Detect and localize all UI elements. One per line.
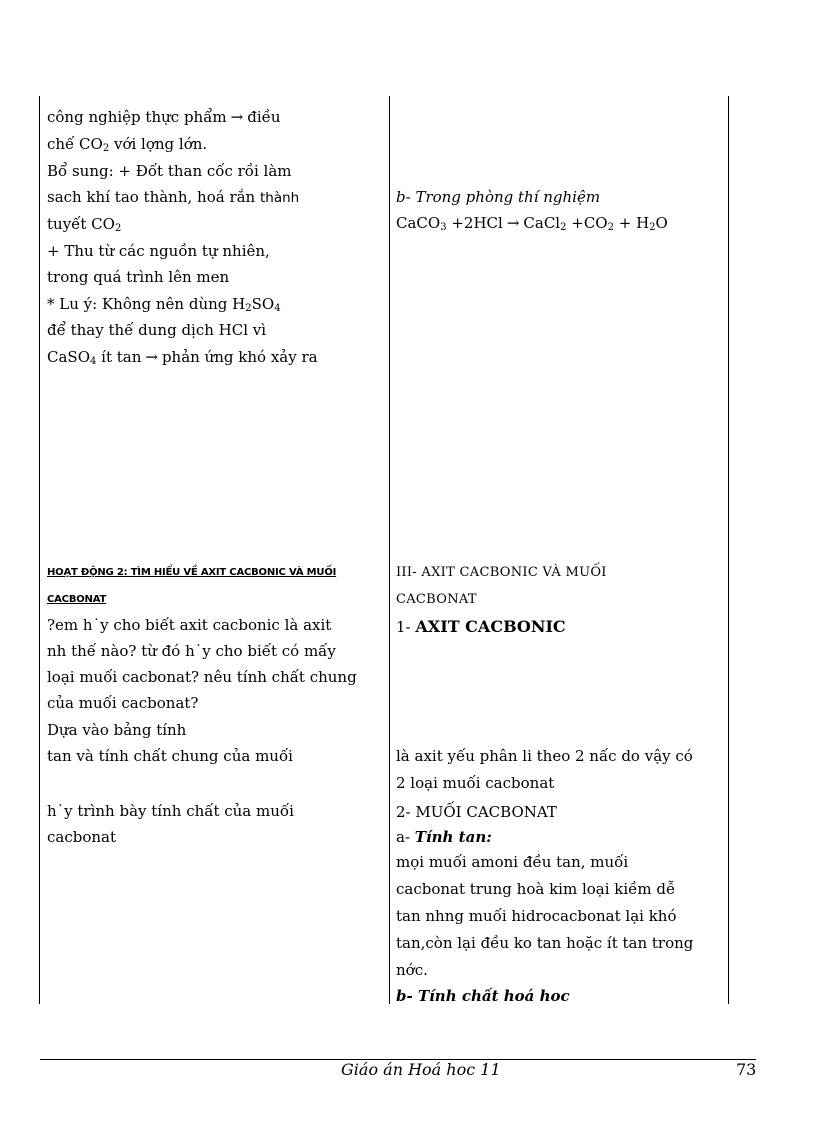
table-border-left [39,96,40,1004]
page-number: 73 [736,1060,757,1079]
section-3-title-cont: CACBONAT [396,592,477,607]
left-line-7: trong quá trình lên men [47,268,230,286]
acid-desc-line-2: 2 loại muối cacbonat [396,774,555,792]
question-line-4: của muối cacbonat? [47,694,199,712]
table-border-middle [389,96,390,1004]
table-border-right [728,96,729,1004]
subsection-2-title: 2- MUỐI CACBONAT [396,803,557,821]
arrow-right-icon: → [145,348,158,366]
arrow-right-icon: → [506,214,520,232]
acid-desc-line-1: là axit yếu phân li theo 2 nấc do vậy có [396,747,693,765]
left-line-9: để thay thế dung dịch HCl vì [47,321,267,339]
lab-prep-title: b- Trong phòng thí nghiệm [396,188,601,206]
left-line-2: chế $CO_2$ với lợng lớn. [47,135,208,154]
left-line-4: sach khí tao thành, hoá rắn thành [47,188,300,206]
question-line-2: nh thế nào? từ đó h˙y cho biết có mấy [47,642,336,660]
solubility-line-3: tan nhng muối hidrocacbonat lại khó [396,907,677,925]
left-line-5: tuyết $CO_2$ [47,215,122,234]
question-line-6: tan và tính chất chung của muối [47,747,293,765]
question-line-8: cacbonat [47,828,117,846]
left-line-1: công nghiệp thực phẩm → điều [47,108,281,126]
left-line-3: Bổ sung: + Đốt than cốc rồi làm [47,162,292,180]
left-line-10: CaSO$_4$ ít tan → phản ứng khó xảy ra [47,348,318,367]
chem-props-title: b- Tính chất hoá hoc [396,987,570,1005]
left-line-8: * Lu ý: Không nên dùng $H_2SO_4$ [47,295,281,314]
solubility-line-2: cacbonat trung hoà kim loại kiềm dễ [396,880,676,898]
footer-title: Giáo án Hoá hoc 11 [341,1060,501,1079]
reaction-equation: CaCO$_3$ +2HCl → CaCl$_2$ $+CO_2 + H_2O$ [396,214,668,233]
solubility-line-1: mọi muối amoni đều tan, muối [396,853,629,871]
solubility-title: a- Tính tan: [396,828,492,846]
section-3-title: III- AXIT CACBONIC VÀ MUỐI [396,565,607,580]
solubility-line-4: tan,còn lại đều ko tan hoặc ít tan trong [396,934,694,952]
subsection-1-title: 1- AXIT CACBONIC [396,617,566,636]
question-line-5: Dựa vào bảng tính [47,721,187,739]
left-line-6: + Thu từ các nguồn tự nhiên, [47,242,270,260]
question-line-1: ?em h˙y cho biết axit cacbonic là axit [47,616,332,634]
solubility-line-5: nớc. [396,961,428,979]
activity-heading: HOẠT ĐỘNG 2: TÌM HIỂU VỀ AXIT CACBONIC VÀ MUỐI [47,567,337,578]
question-line-7: h˙y trình bày tính chất của muối [47,802,294,820]
question-line-3: loại muối cacbonat? nêu tính chất chung [47,668,357,686]
arrow-right-icon: → [230,108,244,126]
activity-heading-cont: CACBONAT [47,594,107,605]
